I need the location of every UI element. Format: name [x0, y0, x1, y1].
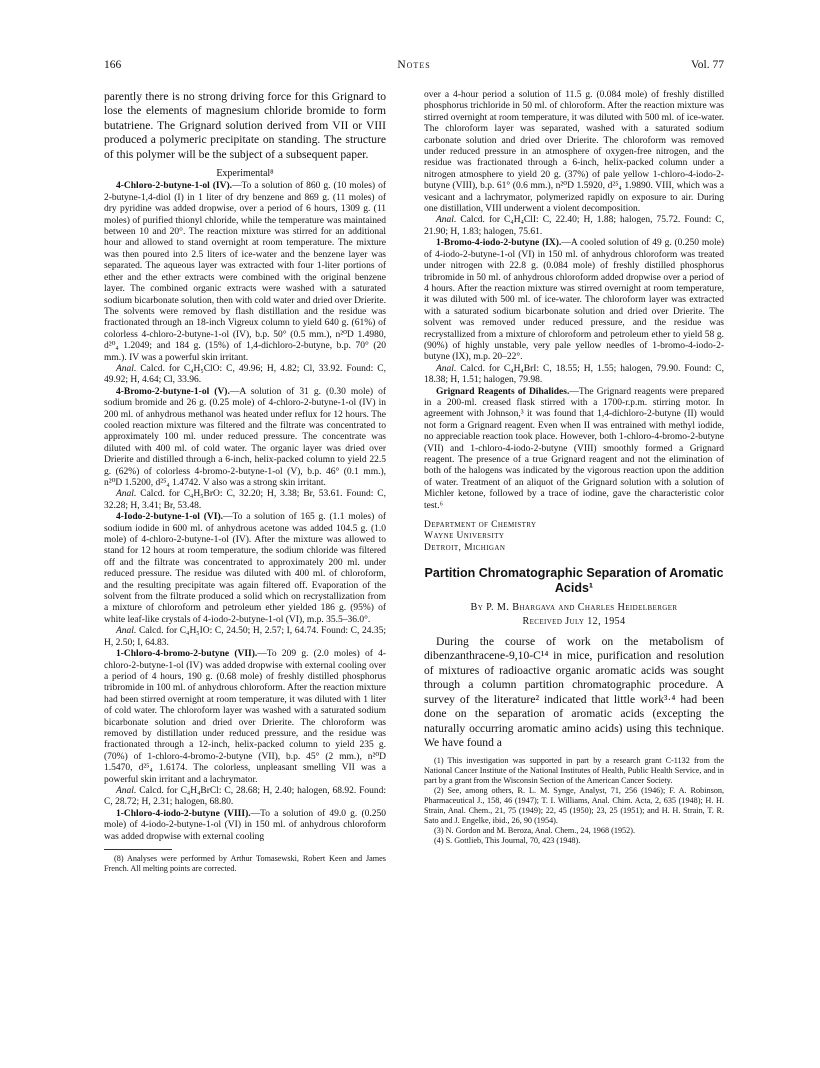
footnote: (1) This investigation was supported in part by a research grant C-1132 from the National Cancer Institute of the National Institutes of Health, Public Health Service, and in part by a grant from the Wisconsin Section of the American Cancer Society.: [424, 756, 724, 786]
analysis-paragraph: [104, 786, 386, 809]
procedure-paragraph: [104, 181, 386, 364]
procedure-text: —A solution of 31 g. (0.30 mole) of sodium bromide and 26 g. (0.25 mole) of 4-chloro-2-butyne-1-ol (IV) in 200 ml. of anhydrous methanol was heated under reflux for 12 hours. The cooled reaction mixture was filtered and the filtrate was concentrated to approximately 100 ml. under reduced pressure. The concentrate was diluted with 400 ml. of cold water. The organic layer was dried over Drierite and distilled through a 6-inch, helix-packed column to yield 22.5 g. (62%) of colorless 4-bromo-2-butyne-1-ol (V), b.p. 46° (0.1 mm.), n²⁰D 1.5200, d²⁵₄ 1.4742. V also was a strong skin irritant.: [104, 386, 386, 488]
analysis-paragraph: [424, 215, 724, 238]
address-line: Wayne University: [424, 531, 505, 542]
page-header: [104, 59, 724, 75]
intro-paragraph: parently there is no strong driving force for this Grignard to lose the elements of magnesium chloride bromide to form butatriene. The Grignard solution derived from VII or VIII produced a polymeric precipitate on standing. The structure of this polymer will be the subject of a subsequent paper.: [104, 90, 386, 161]
compound-title: 4-Bromo-2-butyne-1-ol (V).: [116, 386, 230, 397]
address-line: Detroit, Michigan: [424, 542, 506, 553]
compound-title: 1-Bromo-4-iodo-2-butyne (IX).: [436, 238, 562, 249]
anal-label: Anal.: [116, 626, 137, 637]
procedure-continuation: over a 4-hour period a solution of 11.5 g. (0.084 mole) of freshly distilled phosphorus trichloride in 50 ml. of chloroform. After the reaction mixture was stirred overnight at room temperature, it was diluted with 500 ml. of ice-water. The chloroform layer was separated, washed with a saturated sodium carbonate solution and dried over Drierite. The chloroform was removed under reduced pressure in an atmosphere of oxygen-free nitrogen, and the residue was fractionated through a 6-inch, helix-packed column under a nitrogen atmosphere to yield 20 g. (37%) of pale yellow 1-chloro-4-iodo-2-butyne (VIII), b.p. 61° (0.6 mm.), n²⁰D 1.5920, d²⁵₄ 1.9890. VIII, which was a vesicant and a lachrymator, polymerized rapidly on exposure to air. During one distillation, VIII underwent a violent decomposition.: [424, 90, 724, 215]
procedure-paragraph: [104, 809, 386, 843]
analysis-text: Calcd. for C₄H₄BrCl: C, 28.68; H, 2.40; halogen, 68.92. Found: C, 28.72; H, 2.31; halogen, 68.80.: [104, 785, 387, 808]
footnote: (3) N. Gordon and M. Beroza, Anal. Chem., 24, 1968 (1952).: [434, 826, 636, 836]
compound-title: 4-Chloro-2-butyne-1-ol (IV).: [116, 181, 233, 192]
footnotes: [424, 756, 724, 846]
footnote: (8) Analyses were performed by Arthur Tomasewski, Robert Keen and James French. All melting points are corrected.: [104, 854, 386, 873]
procedure-text: —A cooled solution of 49 g. (0.250 mole) of 4-iodo-2-butyne-1-ol (VI) in 150 ml. of anhydrous chloroform was treated under nitrogen with 22.8 g. (0.084 mole) of freshly distilled phosphorus tribromide in 50 ml. of anhydrous chloroform added dropwise over a period of 4 hours. After the reaction mixture was stirred overnight at room temperature, it was diluted with 500 ml. of ice-water. The chloroform layer was extracted with a saturated sodium bicarbonate solution and dried over Drierite. The solvent was removed under reduced pressure, and the residue was recrystallized from a mixture of chloroform and petroleum ether to yield 58 g. (90%) of highly unstable, very pale yellow needles of 1-bromo-4-iodo-2-butyne (IX), m.p. 20–22°.: [424, 238, 725, 363]
author-address: [424, 520, 724, 554]
page-number: 166: [104, 59, 122, 71]
anal-label: Anal.: [436, 363, 457, 374]
anal-label: Anal.: [116, 363, 137, 374]
footnote-divider: [104, 849, 172, 850]
running-title: Notes: [397, 59, 431, 71]
footnote: (2) See, among others, R. L. M. Synge, Analyst, 71, 256 (1946); F. A. Robinson, Pharmaceutical J., 158, 46 (1947); T. I. Williams, Anal. Chim. Acta, 2, 635 (1948); H. H. Strain, Anal. Chem., 21, 75 (1949); 22, 45 (1950); 23, 25 (1951); and H. H. Strain, T. R. Sato and J. Engelke, ibid., 26, 90 (1954).: [424, 786, 724, 826]
anal-label: Anal.: [116, 489, 137, 500]
procedure-text: —To a solution of 165 g. (1.1 moles) of sodium iodide in 600 ml. of anhydrous acetone was added 104.5 g. (1.0 mole) of 4-chloro-2-butyne-1-ol (IV). After the mixture was allowed to stand for 12 hours at room temperature, the sodium chloride was filtered off and the filtrate was concentrated to approximately 200 ml. under reduced pressure. The residue was diluted with 400 ml. of chloroform, and the resulting precipitate was again filtered off. Evaporation of the solvent from the filtrate produced a solid which on recrystallization from a mixture of chloroform and petroleum ether yielded 186 g. (95%) of white leaf-like crystals of 4-iodo-2-butyne-1-ol (VI), m.p. 35.5–36.0°.: [104, 512, 386, 625]
procedure-paragraph: [104, 387, 386, 490]
received-date: Received July 12, 1954: [522, 615, 626, 627]
analysis-paragraph: [104, 489, 386, 512]
compound-title: 4-Iodo-2-butyne-1-ol (VI).: [116, 512, 224, 523]
procedure-paragraph: [424, 238, 724, 363]
article-byline: By P. M. Bhargava and Charles Heidelberger: [470, 602, 678, 614]
volume-label: Vol. 77: [690, 59, 724, 71]
procedure-text: —To a solution of 49.0 g. (0.250 mole) of 4-iodo-2-butyne-1-ol (VI) in 150 ml. of anhydrous chloroform was added dropwise with external cooling: [104, 808, 386, 842]
address-line: Department of Chemistry: [424, 520, 537, 531]
analysis-paragraph: [104, 626, 386, 649]
analysis-text: Calcd. for C₄H₅BrO: C, 32.20; H, 3.38; Br, 53.61. Found: C, 32.28; H, 3.41; Br, 53.48.: [104, 489, 386, 511]
analysis-paragraph: [424, 364, 724, 387]
procedure-text: —To a solution of 860 g. (10 moles) of 2-butyne-1,4-diol (I) in 1 liter of dry benzene and 869 g. (11 moles) of dry pyridine was added dropwise, over a period of 6 hours, 1309 g. (11 moles) of purified thionyl chloride, while the temperature was maintained between 10 and 20°. The reaction mixture was stirred for an additional hour and allowed to stand overnight at room temperature. The mixture was then poured into 2.5 liters of ice-water and the benzene layer was separated. The aqueous layer was extracted with four 1-liter portions of ether and the ether extracts were combined with the original benzene layer. The combined organic extracts were washed with a saturated sodium bicarbonate solution, then with cold water and dried over Drierite. The solvents were removed by flash distillation and the residue was fractionated through an 18-inch Vigreux column to yield 640 g. (61%) of colorless 4-chloro-2-butyne-1-ol (IV), b.p. 50° (0.5 mm.), n²⁰D 1.4980, d²⁰₄ 1.2049; and 184 g. (15%) of 1,4-dichloro-2-butyne, b.p. 70° (20 mm.). IV was a powerful skin irritant.: [104, 181, 386, 363]
anal-label: Anal.: [116, 785, 137, 796]
section-title: Grignard Reagents of Dihalides.: [436, 386, 570, 397]
article-title: Partition Chromatographic Separation of Aromatic Acids¹: [424, 566, 724, 596]
anal-label: Anal.: [436, 215, 457, 226]
experimental-heading: Experimental⁸: [216, 168, 274, 180]
analysis-text: Calcd. for C₄H₄BrI: C, 18.55; H, 1.55; halogen, 79.90. Found: C, 18.38; H, 1.51; halogen, 79.98.: [424, 363, 725, 386]
analysis-text: Calcd. for C₄H₅IO: C, 24.50; H, 2.57; I, 64.74. Found: C, 24.35; H, 2.50; I, 64.83.: [104, 626, 387, 648]
procedure-paragraph: [424, 387, 724, 512]
right-column: [424, 90, 724, 846]
compound-title: 1-Chloro-4-bromo-2-butyne (VII).: [116, 649, 258, 660]
analysis-paragraph: [104, 364, 386, 387]
procedure-text: —The Grignard reagents were prepared in a 200-ml. creased flask stirred with a 1700-r.p.m. stirring motor. In agreement with Johnson,³ it was found that 1,4-dichloro-2-butyne (II) would not form a Grignard reagent. Even when II was entrained with methyl iodide, no appreciable reaction took place. However, both 1-chloro-4-bromo-2-butyne (VII) and 1-chloro-4-iodo-2-butyne (VIII) smoothly formed a Grignard reagent. The presence of a true Grignard reagent and not the elimination of both of the halogens was indicated by the vigorous reaction upon the addition of water. Treatment of an aliquot of the Grignard solution with a solution of Michler ketone, followed by a trace of iodine, gave the characteristic color test.⁶: [424, 386, 724, 511]
footnote: (4) S. Gottlieb, This Journal, 70, 423 (1948).: [434, 836, 581, 846]
procedure-paragraph: [104, 649, 386, 786]
compound-title: 1-Chloro-4-iodo-2-butyne (VIII).: [116, 808, 251, 819]
analysis-text: Calcd. for C₄H₄ClI: C, 22.40; H, 1.88; halogen, 75.72. Found: C, 21.90; H, 1.83; halogen, 75.61.: [424, 215, 724, 237]
left-column: [104, 90, 386, 874]
article-intro: During the course of work on the metabolism of dibenzanthracene-9,10-C¹⁴ in mice, purification and resolution of mixtures of radioactive organic aromatic acids was sought through a column partition chromatographic procedure. A survey of the literature² indicated that little work³·⁴ had been done on the separation of aromatic acids (excepting the naturally occurring aromatic amino acids) using this technique. We have found a: [424, 635, 724, 749]
procedure-paragraph: [104, 512, 386, 626]
analysis-text: Calcd. for C₄H₅ClO: C, 49.96; H, 4.82; Cl, 33.92. Found: C, 49.92; H, 4.64; Cl, 33.96.: [104, 363, 386, 386]
procedure-text: —To 209 g. (2.0 moles) of 4-chloro-2-butyne-1-ol (IV) was added dropwise with external cooling over a period of 4 hours, 190 g. (0.68 mole) of freshly distilled phosphorus tribromide in 100 ml. of anhydrous chloroform. After the reaction mixture had been stirred overnight at room temperature, it was diluted with 1 liter of cold water. The chloroform layer was washed with a saturated sodium bicarbonate solution and dried over Drierite. The chloroform was removed by distillation under reduced pressure, and the residue was fractionated through a 12-inch, helix-packed column to yield 235 g. (70%) of 1-chloro-4-bromo-2-butyne (VII), b.p. 45° (2 mm.), n²⁰D 1.5470, d²⁵₄ 1.6174. The colorless, unpleasant smelling VII was a powerful skin irritant and a lachrymator.: [104, 649, 386, 785]
